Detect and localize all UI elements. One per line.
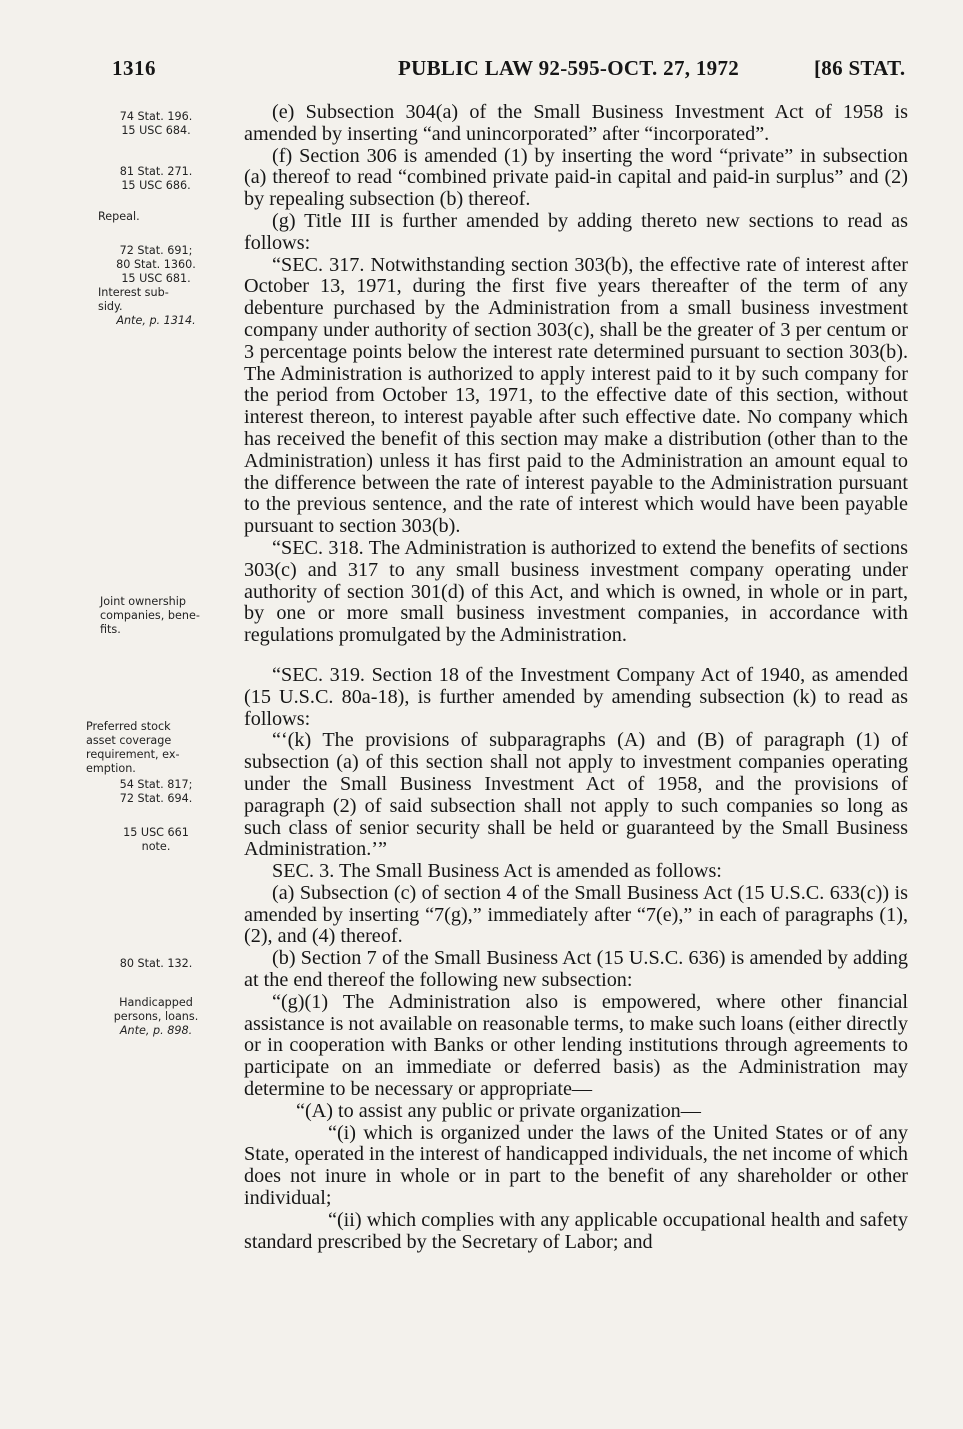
margin-note bbox=[86, 110, 226, 138]
section-heading: “SEC. 319. bbox=[272, 663, 365, 686]
section-text: Notwithstanding section 303(b), the effective rate of interest after October 13, 1971, during the first five years thereafter of the term of any debenture purchased by the Administration from a small business investment company under authority of section 303(c), shall be the greater of 3 per centum or 3 percentage points below the interest rate determined pursuant to section 303(b). The Administration is authorized to apply interest paid to it by such company for the period from October 13, 1971, to the effective date of this section, without interest thereon, to interest payable after such effective date. No company which has received the benefit of this section may make a distribution (other than to the Administration) unless it has first paid to the Administration an amount equal to the difference between the rate of interest payable to the Administration pursuant to the previous sentence, and the rate of interest which would have been payable pursuant to section 303(b). bbox=[244, 253, 908, 538]
margin-note-line: requirement, ex- bbox=[86, 748, 180, 761]
clause-i: “(i) which is organized under the laws of the United States or of any State, operated in the interest of handicapped individuals, the net income of which does not inure in whole or in part to the benefit of any shareholder or other individual; bbox=[244, 1121, 908, 1210]
margin-note bbox=[86, 957, 226, 971]
margin-note-line: 54 Stat. 817; bbox=[119, 778, 193, 791]
margin-note-line: Repeal. bbox=[98, 210, 140, 223]
section-text: Section 18 of the Investment Company Act of 1940, as amended (15 U.S.C. 80a-18), is further amended by amending subsection (k) to read as follows: bbox=[244, 663, 909, 730]
margin-note bbox=[86, 1024, 226, 1038]
margin-note bbox=[100, 595, 240, 637]
clause-ii: “(ii) which complies with any applicable occupational health and safety standard prescribed by the Secretary of Labor; and bbox=[244, 1208, 908, 1253]
section-text: The Administration is authorized to extend the benefits of sections 303(c) and 317 to any small business investment company operating under authority of section 301(d) of this Act, and which is owned, in whole or in part, by one or more small business investment companies, in accordance with regulations promulgated by the Administration. bbox=[244, 536, 908, 647]
margin-note-line: 81 Stat. 271. bbox=[119, 165, 193, 178]
margin-note-line: Ante, p. 1314. bbox=[116, 314, 196, 327]
section-heading: “SEC. 317. bbox=[272, 253, 365, 276]
margin-note-line: 74 Stat. 196. bbox=[119, 110, 193, 123]
margin-note-line: Preferred stock bbox=[86, 720, 171, 733]
section-3 bbox=[244, 861, 908, 883]
margin-note bbox=[86, 778, 226, 806]
margin-note-line: 72 Stat. 694. bbox=[119, 792, 193, 805]
margin-note-line: Ante, p. 898. bbox=[119, 1024, 193, 1037]
margin-note bbox=[86, 996, 226, 1024]
margin-note-line: sidy. bbox=[98, 300, 123, 313]
margin-note-line: Handicapped bbox=[119, 996, 193, 1009]
margin-note-line: Interest sub- bbox=[98, 286, 169, 299]
section-text: The Small Business Act is amended as follows: bbox=[334, 860, 722, 883]
margin-note-line: emption. bbox=[86, 762, 136, 775]
section-heading: “SEC. 318. bbox=[272, 536, 364, 559]
margin-note bbox=[86, 244, 226, 286]
paragraph-A: “(A) to assist any public or private organization— bbox=[296, 1099, 701, 1122]
margin-note-line: 80 Stat. 1360. bbox=[116, 258, 196, 271]
margin-note-line: 15 USC 661 bbox=[123, 826, 189, 839]
margin-note-line: 80 Stat. 132. bbox=[119, 957, 193, 970]
margin-note-line: 72 Stat. 691; bbox=[119, 244, 193, 257]
margin-note-line: companies, bene- bbox=[100, 609, 200, 622]
page-header bbox=[0, 50, 963, 86]
section-319 bbox=[244, 665, 908, 730]
margin-note bbox=[98, 286, 238, 314]
paragraph-a: (a) Subsection (c) of section 4 of the Small Business Act (15 U.S.C. 633(c)) is amended by inserting “7(g),” immediately after “7(e),” in each of paragraphs (1), (2), and (4) thereof. bbox=[244, 881, 908, 948]
statute-reference: [86 STAT. bbox=[814, 56, 906, 80]
section-317 bbox=[244, 255, 908, 538]
paragraph-g: (g) Title III is further amended by adding thereto new sections to read as follows: bbox=[244, 209, 908, 254]
margin-note-line: asset coverage bbox=[86, 734, 172, 747]
paragraph-b: (b) Section 7 of the Small Business Act (15 U.S.C. 636) is amended by adding at the end thereof the following new subsection: bbox=[244, 947, 908, 992]
margin-note bbox=[86, 826, 226, 854]
paragraph-g1: “(g)(1) The Administration also is empowered, where other financial assistance is not available on reasonable terms, to make such loans (either directly or in cooperation with Banks or other lending institutions through agreements to participate on an immediate or deferred basis) as the Administration may determine to be necessary or appropriate— bbox=[244, 990, 908, 1101]
margin-note-line: 15 USC 684. bbox=[121, 124, 191, 137]
margin-note-line: Joint ownership bbox=[100, 595, 186, 608]
margin-note bbox=[98, 210, 238, 224]
page-number: 1316 bbox=[112, 56, 156, 80]
subsection-k: “‘(k) The provisions of subparagraphs (A) and (B) of paragraph (1) of subsection (a) of this section shall not apply to investment companies operating under the Small Business Investment Act of 1958, and the provisions of paragraph (2) of said subsection shall not apply to such companies so long as such class of senior security shall be held or guaranteed by the Small Business Administration.’” bbox=[244, 729, 908, 861]
margin-note-line: note. bbox=[141, 840, 171, 853]
margin-note-line: fits. bbox=[100, 623, 121, 636]
margin-note bbox=[86, 720, 226, 776]
paragraph-e: (e) Subsection 304(a) of the Small Business Investment Act of 1958 is amended by inserting “and unincorporated” after “incorporated”. bbox=[244, 101, 908, 145]
section-318 bbox=[244, 538, 908, 647]
margin-note-line: 15 USC 681. bbox=[121, 272, 191, 285]
margin-note-line: 15 USC 686. bbox=[121, 179, 191, 192]
running-head: PUBLIC LAW 92-595-OCT. 27, 1972 bbox=[398, 56, 740, 80]
margin-note bbox=[86, 314, 226, 328]
margin-note bbox=[86, 165, 226, 193]
paragraph-f: (f) Section 306 is amended (1) by inserting the word “private” in subsection (a) thereof to read “combined private paid-in capital and paid-in surplus” and (2) by repealing subsection (b) thereof. bbox=[244, 144, 908, 211]
margin-note-line: persons, loans. bbox=[113, 1010, 199, 1023]
section-heading: SEC. 3. bbox=[272, 860, 335, 883]
statute-body bbox=[244, 102, 908, 1253]
